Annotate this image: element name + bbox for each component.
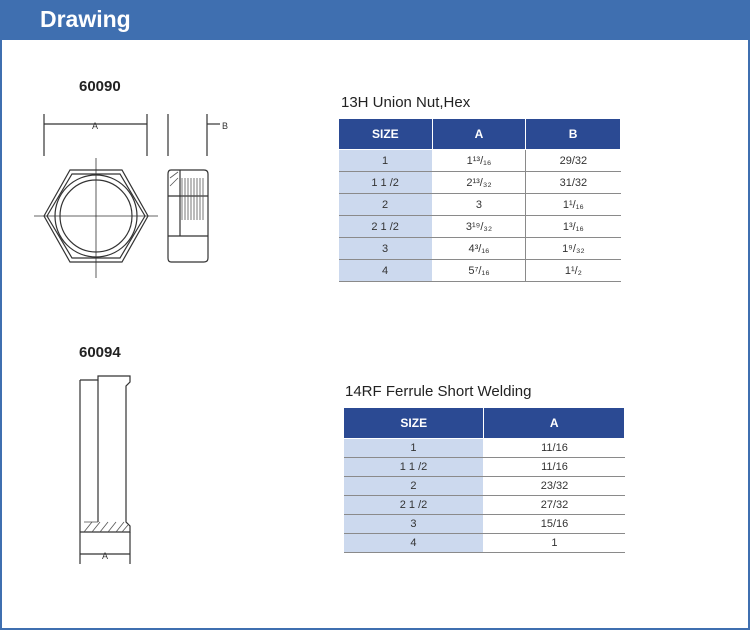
cell-size: 4 [344,534,484,553]
col-header-size: SIZE [339,119,433,150]
table-row [344,477,625,496]
table-row [344,496,625,515]
ferrule-drawing [60,372,170,572]
cell-a: 11/16 [484,458,625,477]
table-row [339,238,621,260]
table-header-row [344,408,625,439]
cell-b: 1⁹/₃₂ [526,238,621,260]
table-row [339,150,621,172]
cell-a: 4³/₁₆ [432,238,526,260]
cell-size: 2 1 /2 [344,496,484,515]
dim-b-label: B [222,121,229,131]
cell-b: 1¹/₁₆ [526,194,621,216]
cell-size: 1 [339,150,433,172]
cell-a: 3¹⁹/₃₂ [432,216,526,238]
col-header-size: SIZE [344,408,484,439]
cell-a: 5⁷/₁₆ [432,260,526,282]
table-row [344,458,625,477]
cell-a: 15/16 [484,515,625,534]
table-row [344,439,625,458]
col-header-a: A [484,408,625,439]
hex-nut-drawing [30,108,240,288]
cell-size: 1 1 /2 [344,458,484,477]
part-number-60094: 60094 [79,344,121,361]
cell-a: 27/32 [484,496,625,515]
cell-a: 1¹³/₁₆ [432,150,526,172]
cell-a: 2¹³/₃₂ [432,172,526,194]
table-row [344,515,625,534]
ferrule-profile [80,376,130,532]
page-title: Drawing [40,6,131,32]
header-bar [0,0,750,40]
weld-hatching [84,522,128,532]
cell-a: 23/32 [484,477,625,496]
cell-size: 3 [344,515,484,534]
cell-size: 1 [344,439,484,458]
part-number-60090: 60090 [79,78,121,95]
table-row [344,534,625,553]
cell-size: 3 [339,238,433,260]
cell-a: 11/16 [484,439,625,458]
cell-a: 1 [484,534,625,553]
cell-b: 1³/₁₆ [526,216,621,238]
col-header-b: B [526,119,621,150]
cell-a: 3 [432,194,526,216]
col-header-a: A [432,119,526,150]
cell-size: 4 [339,260,433,282]
union-nut-table [338,118,621,282]
dim-a-label: A [102,551,109,561]
dim-a-label: A [92,121,99,131]
cell-b: 29/32 [526,150,621,172]
table-row [339,216,621,238]
ferrule-table [343,407,625,553]
table-header-row [339,119,621,150]
cell-b: 1¹/₂ [526,260,621,282]
cell-b: 31/32 [526,172,621,194]
cell-size: 2 [344,477,484,496]
cell-size: 1 1 /2 [339,172,433,194]
table-row [339,194,621,216]
table-row [339,260,621,282]
cell-size: 2 1 /2 [339,216,433,238]
table-title-ferrule: 14RF Ferrule Short Welding [345,383,532,400]
table-row [339,172,621,194]
table-title-union-nut: 13H Union Nut,Hex [341,94,471,111]
cell-size: 2 [339,194,433,216]
